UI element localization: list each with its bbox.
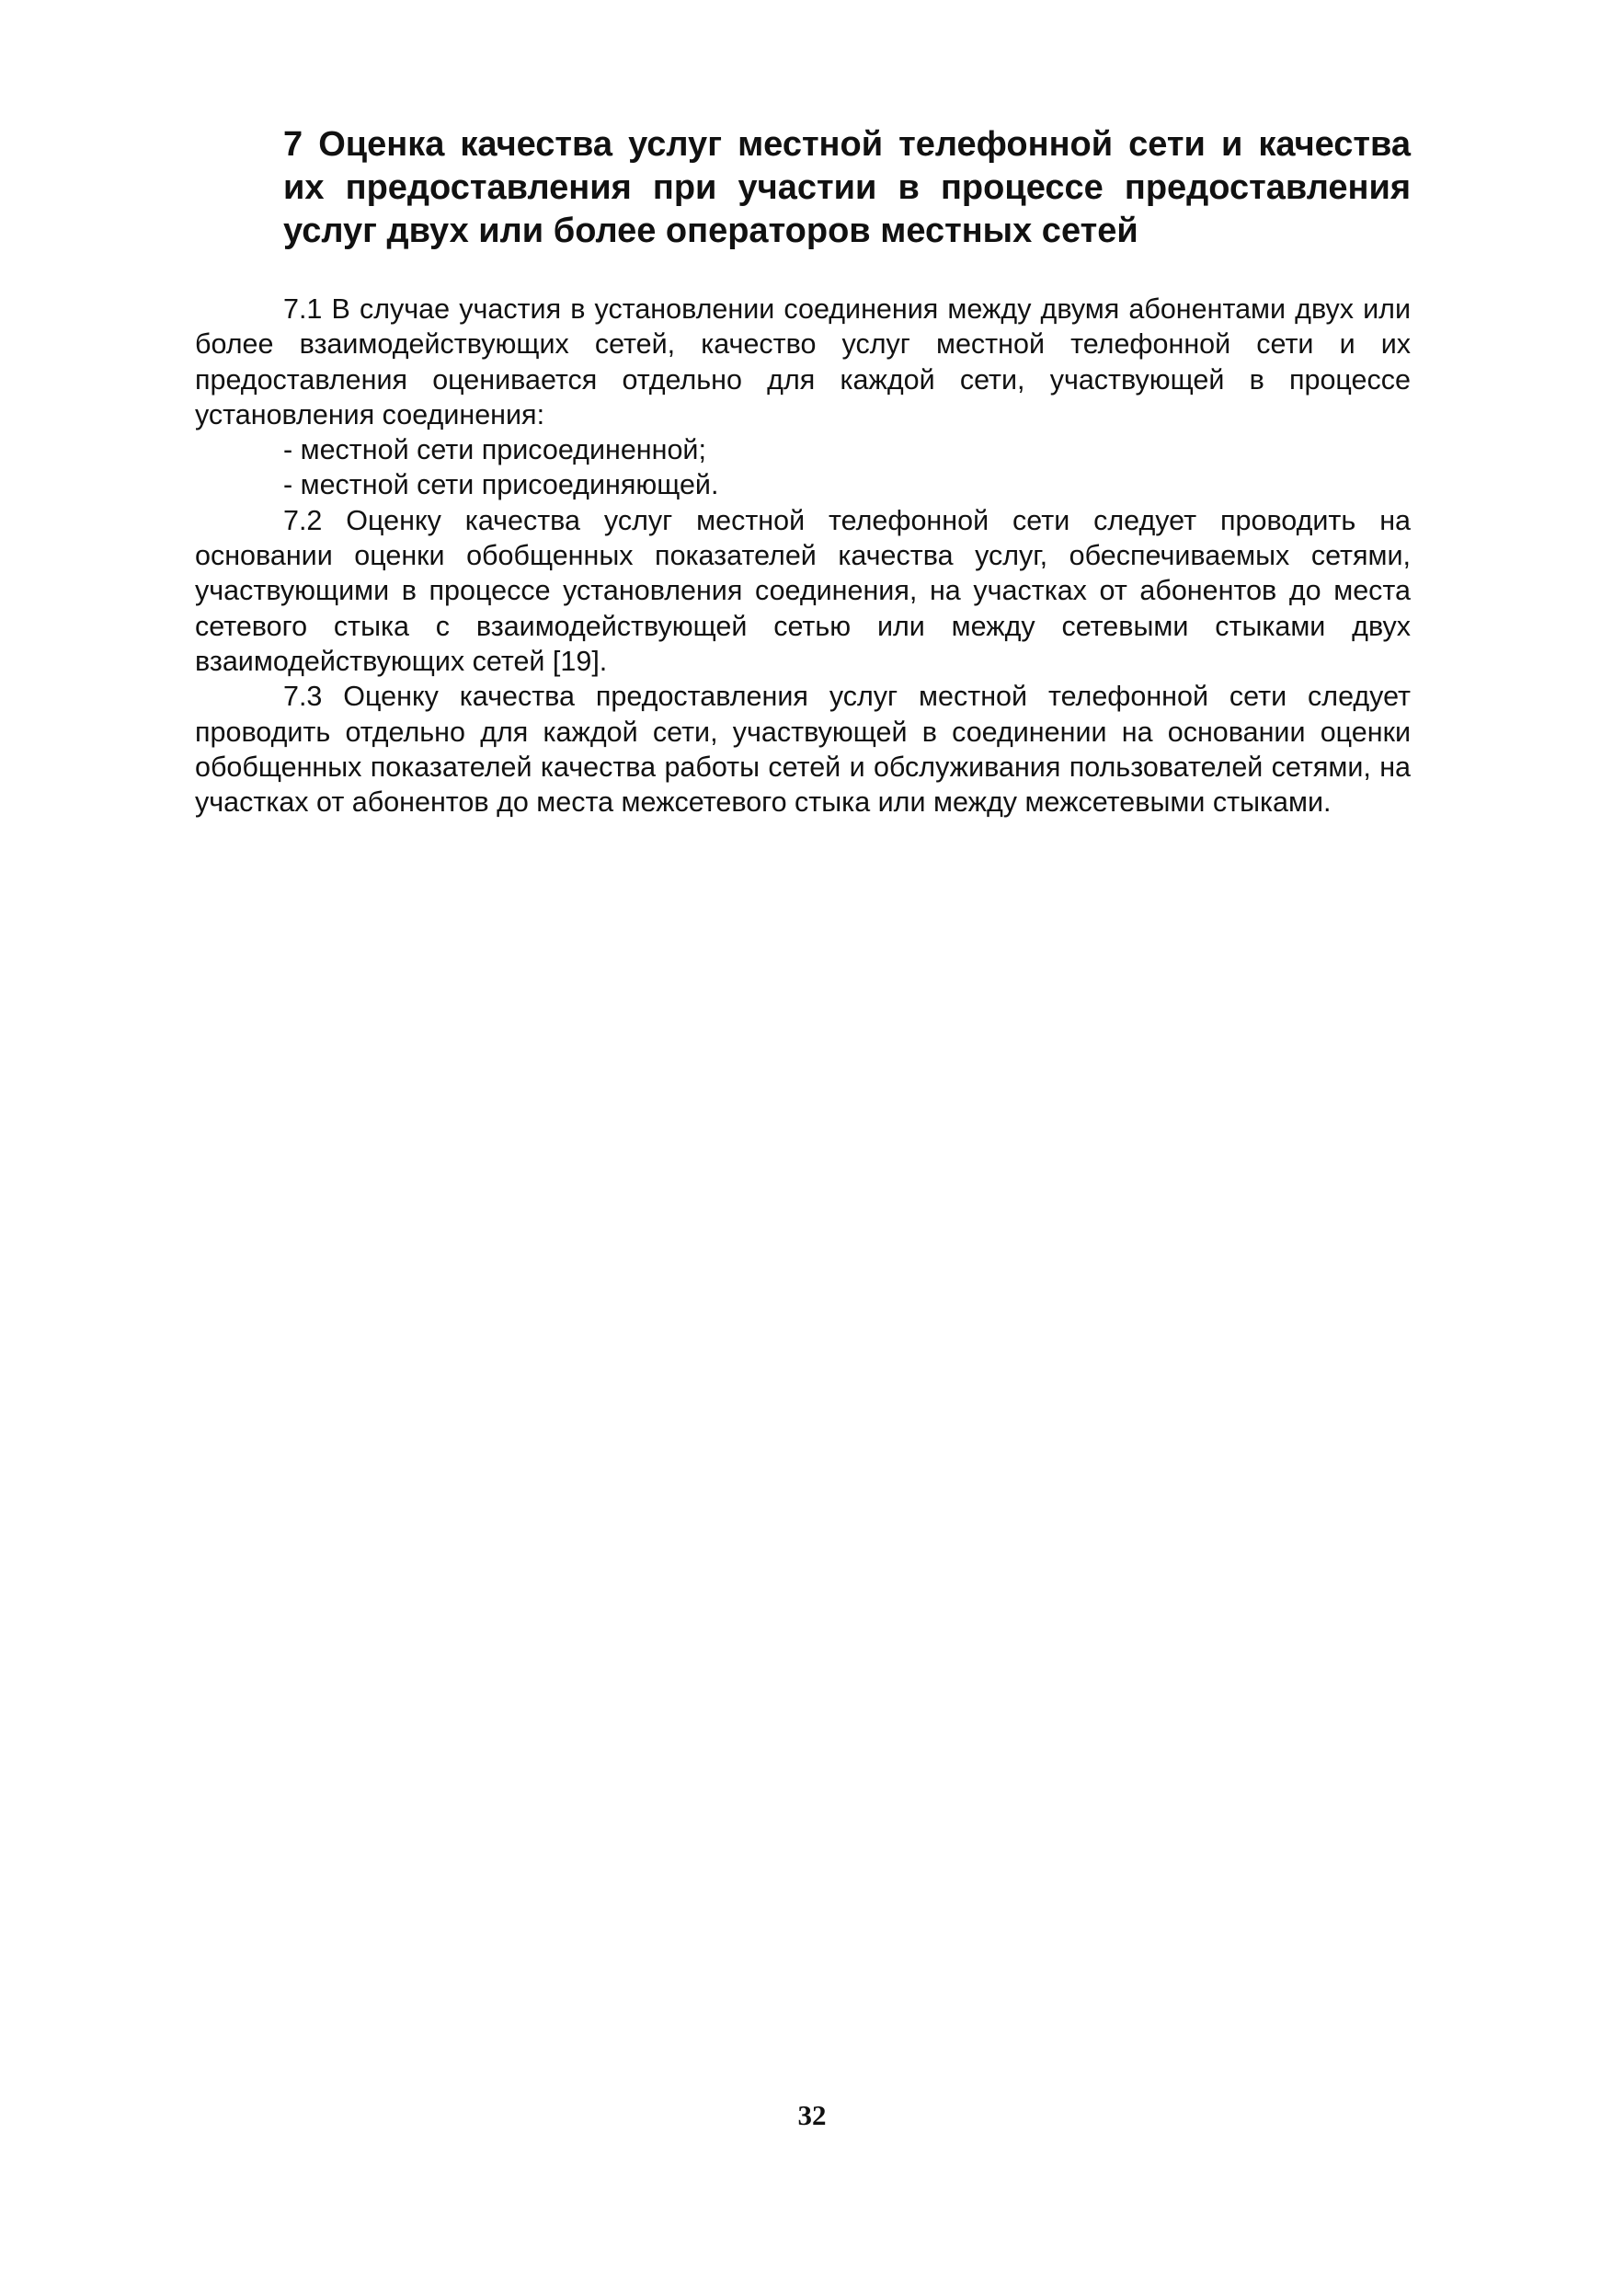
paragraph-7-2: 7.2 Оценку качества услуг местной телефонной сети следует проводить на основании оценки обобщенных показателей качества услуг, обеспечиваемых сетями, участвующими в процессе установления соединения, на участках от абонентов до места сетевого стыка с взаимодействующей сетью или между сетевыми стыками двух взаимодействующих сетей [19].	[195, 504, 1411, 677]
paragraph-7-3: 7.3 Оценку качества предоставления услуг местной телефонной сети следует проводить отдельно для каждой сети, участвующей в соединении на основании оценки обобщенных показателей качества работы сетей и обслуживания пользователей сетями, на участках от абонентов до места межсетевого стыка или между межсетевыми стыками.	[195, 681, 1411, 819]
page-content	[195, 123, 1411, 820]
list-item: - местной сети присоединяющей.	[283, 469, 719, 501]
page-number: 32	[797, 2099, 827, 2131]
list-item: - местной сети присоединенной;	[283, 434, 706, 466]
paragraph-7-1: 7.1 В случае участия в установлении соединения между двумя абонентами двух или более взаимодействующих сетей, качество услуг местной телефонной сети и их предоставления оценивается отдельно для каждой сети, участвующей в процессе установления соединения:	[195, 293, 1411, 430]
section-heading: 7 Оценка качества услуг местной телефонной сети и качества их предоставления при участии в процессе предоставления услуг двух или более операторов местных сетей	[283, 125, 1411, 250]
